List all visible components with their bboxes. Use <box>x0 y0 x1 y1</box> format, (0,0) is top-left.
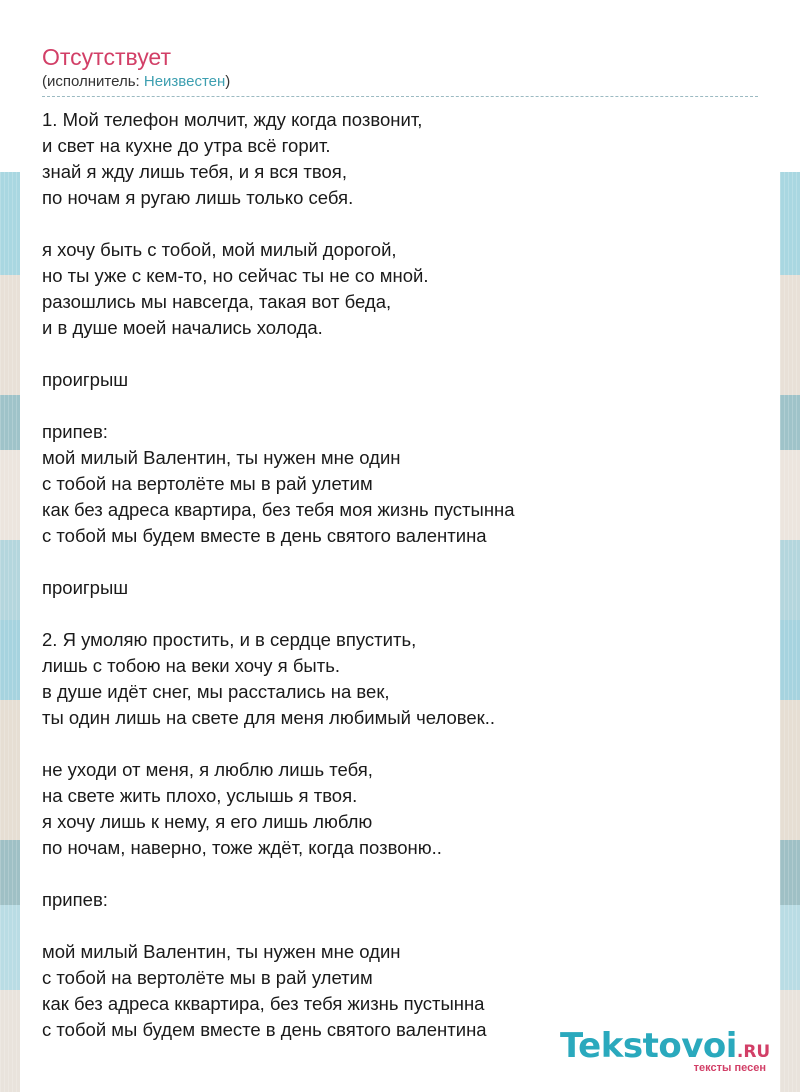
site-logo[interactable] <box>560 1026 770 1076</box>
lyrics-line: проигрыш <box>42 369 129 390</box>
lyrics-line: мой милый Валентин, ты нужен мне один <box>42 941 401 962</box>
artist-prefix: (исполнитель: <box>42 73 144 90</box>
lyrics-text <box>42 107 758 1043</box>
lyrics-blank-line <box>42 211 758 237</box>
logo-word: Tekstovoi <box>560 1026 737 1066</box>
lyrics-line: как без адреса квартира, без тебя моя жизнь пустынна <box>42 499 515 520</box>
lyrics-line: с тобой мы будем вместе в день святого валентина <box>42 525 487 546</box>
lyrics-blank-line <box>42 341 758 367</box>
artist-link[interactable]: Неизвестен <box>143 73 226 90</box>
lyrics-line: с тобой на вертолёте мы в рай улетим <box>42 967 373 988</box>
lyrics-line: по ночам я ругаю лишь только себя. <box>42 187 354 208</box>
lyrics-blank-line <box>42 861 758 887</box>
lyrics-line: 1. Мой телефон молчит, жду когда позвонит, <box>42 109 423 130</box>
lyrics-line: припев: <box>42 421 108 442</box>
lyrics-blank-line <box>42 393 758 419</box>
lyrics-line: и в душе моей начались холода. <box>42 317 323 338</box>
lyrics-blank-line <box>42 731 758 757</box>
lyrics-blank-line <box>42 913 758 939</box>
lyrics-line: припев: <box>42 889 108 910</box>
logo-tagline: тексты песен <box>693 1062 766 1074</box>
logo-tld: .RU <box>736 1042 771 1062</box>
lyrics-blank-line <box>42 601 758 627</box>
artist-suffix: ) <box>225 73 231 90</box>
lyrics-line: в душе идёт снег, мы расстались на век, <box>42 681 390 702</box>
lyrics-line: лишь с тобою на веки хочу я быть. <box>42 655 340 676</box>
lyrics-line: не уходи от меня, я люблю лишь тебя, <box>42 759 373 780</box>
lyrics-line: с тобой на вертолёте мы в рай улетим <box>42 473 373 494</box>
song-title: Отсутствует <box>42 44 171 70</box>
lyrics-line: на свете жить плохо, услышь я твоя. <box>42 785 358 806</box>
lyrics-line: я хочу быть с тобой, мой милый дорогой, <box>42 239 397 260</box>
lyrics-line: ты один лишь на свете для меня любимый человек.. <box>42 707 496 728</box>
lyrics-line: проигрыш <box>42 577 129 598</box>
lyrics-line: мой милый Валентин, ты нужен мне один <box>42 447 401 468</box>
lyrics-line: разошлись мы навсегда, такая вот беда, <box>42 291 392 312</box>
lyrics-line: 2. Я умоляю простить, и в сердце впустить, <box>42 629 417 650</box>
lyrics-line: я хочу лишь к нему, я его лишь люблю <box>42 811 373 832</box>
lyrics-line: как без адреса кквартира, без тебя жизнь пустынна <box>42 993 485 1014</box>
lyrics-line: по ночам, наверно, тоже ждёт, когда позвоню.. <box>42 837 442 858</box>
lyrics-line: знай я жду лишь тебя, и я вся твоя, <box>42 161 347 182</box>
lyrics-page <box>20 26 780 1092</box>
lyrics-line: но ты уже с кем-то, но сейчас ты не со мной. <box>42 265 429 286</box>
lyrics-line: и свет на кухне до утра всё горит. <box>42 135 331 156</box>
lyrics-line: с тобой мы будем вместе в день святого валентина <box>42 1019 487 1040</box>
artist-line <box>42 72 758 97</box>
lyrics-blank-line <box>42 549 758 575</box>
